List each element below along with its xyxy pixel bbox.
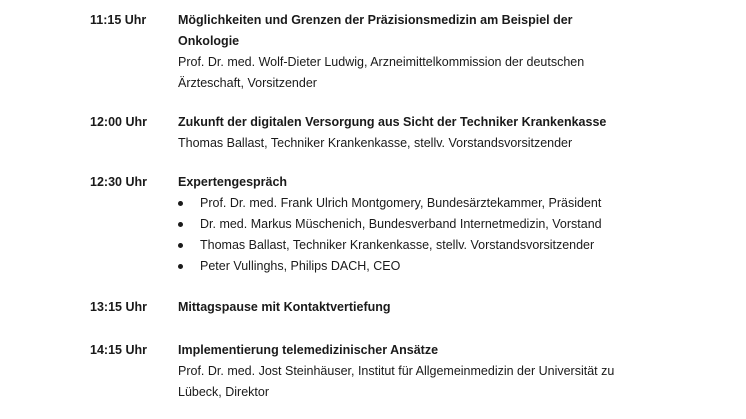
speaker-name: Dr. med. Markus Müschenich, Bundesverband Internetmedizin, Vorstand (200, 217, 602, 231)
speaker-list-item (178, 214, 668, 235)
slot-speaker-line: Lübeck, Direktor (178, 385, 270, 399)
slot-time: 12:30 Uhr (90, 175, 147, 189)
slot-title-line: Möglichkeiten und Grenzen der Präzisionsmedizin am Beispiel der (178, 13, 573, 27)
slot-title-line: Zukunft der digitalen Versorgung aus Sicht der Techniker Krankenkasse (178, 115, 607, 129)
slot-content (178, 10, 668, 94)
slot-title-line: Mittagspause mit Kontaktvertiefung (178, 300, 391, 314)
speaker-list-item (178, 235, 668, 256)
bullet-icon (178, 264, 183, 269)
bullet-icon (178, 222, 183, 227)
slot-speaker-line: Thomas Ballast, Techniker Krankenkasse, stellv. Vorstandsvorsitzender (178, 136, 573, 150)
slot-time: 14:15 Uhr (90, 343, 147, 357)
slot-speaker-line: Prof. Dr. med. Jost Steinhäuser, Institut für Allgemeinmedizin der Universität zu (178, 364, 615, 378)
speaker-name: Thomas Ballast, Techniker Krankenkasse, stellv. Vorstandsvorsitzender (200, 238, 595, 252)
bullet-icon (178, 243, 183, 248)
slot-content (178, 297, 668, 318)
speaker-list (178, 193, 668, 277)
speaker-list-item (178, 256, 668, 277)
slot-title-line: Implementierung telemedizinischer Ansätze (178, 343, 439, 357)
slot-speaker-line: Ärzteschaft, Vorsitzender (178, 76, 317, 90)
bullet-icon (178, 201, 183, 206)
slot-content (178, 172, 668, 277)
slot-speaker-line: Prof. Dr. med. Wolf-Dieter Ludwig, Arzneimittelkommission der deutschen (178, 55, 585, 69)
speaker-name: Peter Vullinghs, Philips DACH, CEO (200, 259, 401, 273)
slot-time: 12:00 Uhr (90, 115, 147, 129)
slot-title-line: Onkologie (178, 34, 240, 48)
slot-time: 13:15 Uhr (90, 300, 147, 314)
speaker-name: Prof. Dr. med. Frank Ulrich Montgomery, Bundesärztekammer, Präsident (200, 196, 602, 210)
slot-title-line: Expertengespräch (178, 175, 288, 189)
slot-content (178, 112, 668, 154)
slot-content (178, 340, 668, 403)
slot-time: 11:15 Uhr (90, 13, 147, 27)
speaker-list-item (178, 193, 668, 214)
